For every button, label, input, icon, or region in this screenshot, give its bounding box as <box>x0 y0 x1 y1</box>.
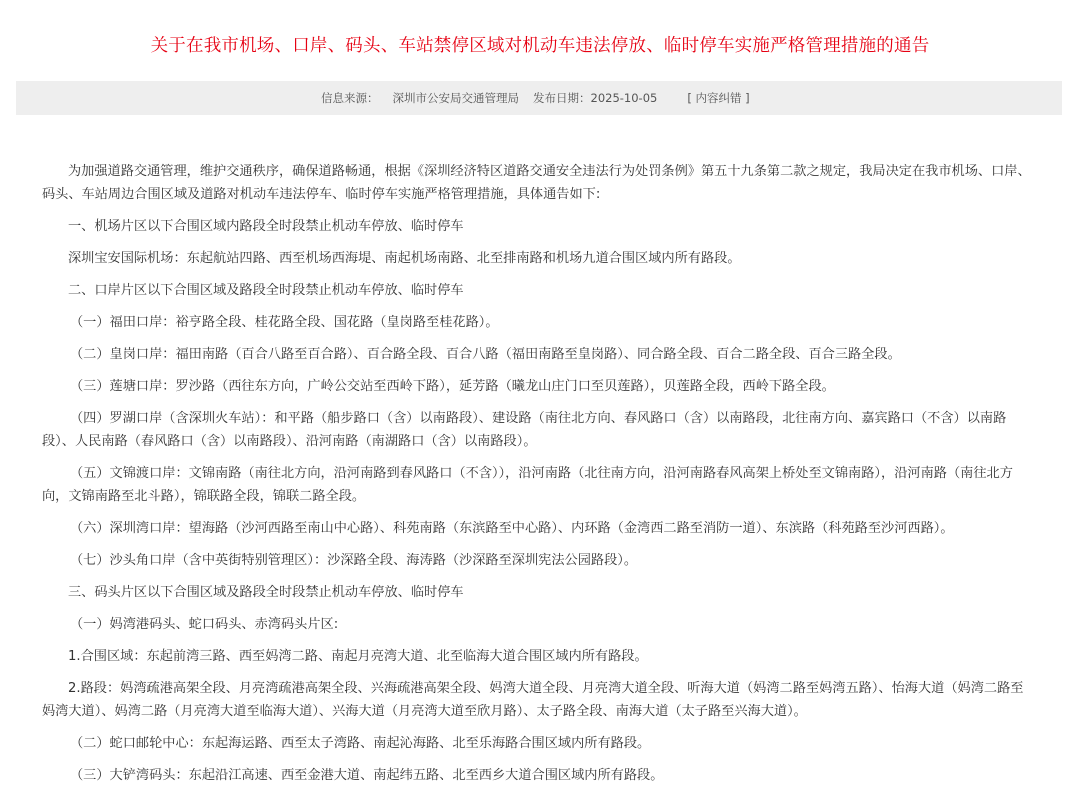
article-meta <box>321 81 750 115</box>
paragraph: 深圳宝安国际机场：东起航站四路、西至机场西海堤、南起机场南路、北至排南路和机场九道合围区域内所有路段。 <box>68 251 741 266</box>
article-meta-bar <box>16 81 1062 115</box>
paragraph: （七）沙头角口岸（含中英街特别管理区）：沙深路全段、海涛路（沙深路至深圳宪法公园路段）。 <box>70 553 638 568</box>
paragraph: 1.合围区域：东起前湾三路、西至妈湾二路、南起月亮湾大道、北至临海大道合围区域内所有路段。 <box>68 649 648 664</box>
paragraph: 为加强道路交通管理，维护交通秩序，确保道路畅通，根据《深圳经济特区道路交通安全违法行为处罚条例》第五十九条第二款之规定，我局决定在我市机场、口岸、码头、车站周边合围区域及道路对机动车违法停车、临时停车实施严格管理措施，具体通告如下: <box>42 164 1031 202</box>
paragraph: （一）福田口岸：裕亨路全段、桂花路全段、国花路（皇岗路至桂花路）。 <box>70 315 499 330</box>
paragraph: （三）大铲湾码头：东起沿江高速、西至金港大道、南起纬五路、北至西乡大道合围区域内所有路段。 <box>70 768 664 783</box>
paragraph: （五）文锦渡口岸：文锦南路（南往北方向，沿河南路到春风路口（不含）），沿河南路（北往南方向，沿河南路春风高架上桥处至文锦南路），沿河南路（南往北方向，文锦南路至北斗路），锦联路全段，锦联二路全段。 <box>42 466 1013 504</box>
section-heading: 一、机场片区以下合围区域内路段全时段禁止机动车停放、临时停车 <box>68 219 464 234</box>
paragraph: （二）蛇口邮轮中心：东起海运路、西至太子湾路、南起沁海路、北至乐海路合围区域内所有路段。 <box>70 736 651 751</box>
section-heading: 三、码头片区以下合围区域及路段全时段禁止机动车停放、临时停车 <box>68 585 464 600</box>
paragraph: （六）深圳湾口岸：望海路（沙河西路至南山中心路）、科苑南路（东滨路至中心路）、内环路（金湾西二路至消防一道）、东滨路（科苑路至沙河西路）。 <box>70 521 954 536</box>
date-label: 发布日期： <box>533 91 591 105</box>
page-title: 关于在我市机场、口岸、码头、车站禁停区域对机动车违法停放、临时停车实施严格管理措施的通告 <box>150 36 930 56</box>
paragraph: （二）皇岗口岸：福田南路（百合八路至百合路）、百合路全段、百合八路（福田南路至皇岗路）、同合路全段、百合二路全段、百合三路全段。 <box>70 347 901 362</box>
section-heading: 二、口岸片区以下合围区域及路段全时段禁止机动车停放、临时停车 <box>68 283 464 298</box>
paragraph: （三）莲塘口岸：罗沙路（西往东方向，广岭公交站至西岭下路），延芳路（曦龙山庄门口至贝莲路），贝莲路全段，西岭下路全段。 <box>70 379 835 394</box>
article-body <box>42 160 1032 796</box>
source-value: 深圳市公安局交通管理局 <box>392 91 519 105</box>
paragraph: （一）妈湾港码头、蛇口码头、赤湾码头片区: <box>70 617 339 632</box>
date-value: 2025-10-05 <box>590 91 658 105</box>
paragraph: （四）罗湖口岸（含深圳火车站）：和平路（船步路口（含）以南路段）、建设路（南往北方向、春风路口（含）以南路段，北往南方向、嘉宾路口（不含）以南路段）、人民南路（春风路口（含）以南路段）、沿河南路（南湖路口（含）以南路段）。 <box>42 411 1007 449</box>
paragraph: 2.路段：妈湾疏港高架全段、月亮湾疏港高架全段、兴海疏港高架全段、妈湾大道全段、月亮湾大道全段、听海大道（妈湾二路至妈湾五路）、怡海大道（妈湾二路至妈湾大道）、妈湾二路（月亮湾大道至临海大道）、兴海大道（月亮湾大道至欣月路）、太子路全段、南海大道（太子路至兴海大道）。 <box>42 681 1024 719</box>
report-error-link[interactable]: [ 内容纠错 ] <box>687 91 750 105</box>
source-label: 信息来源： <box>321 91 379 105</box>
